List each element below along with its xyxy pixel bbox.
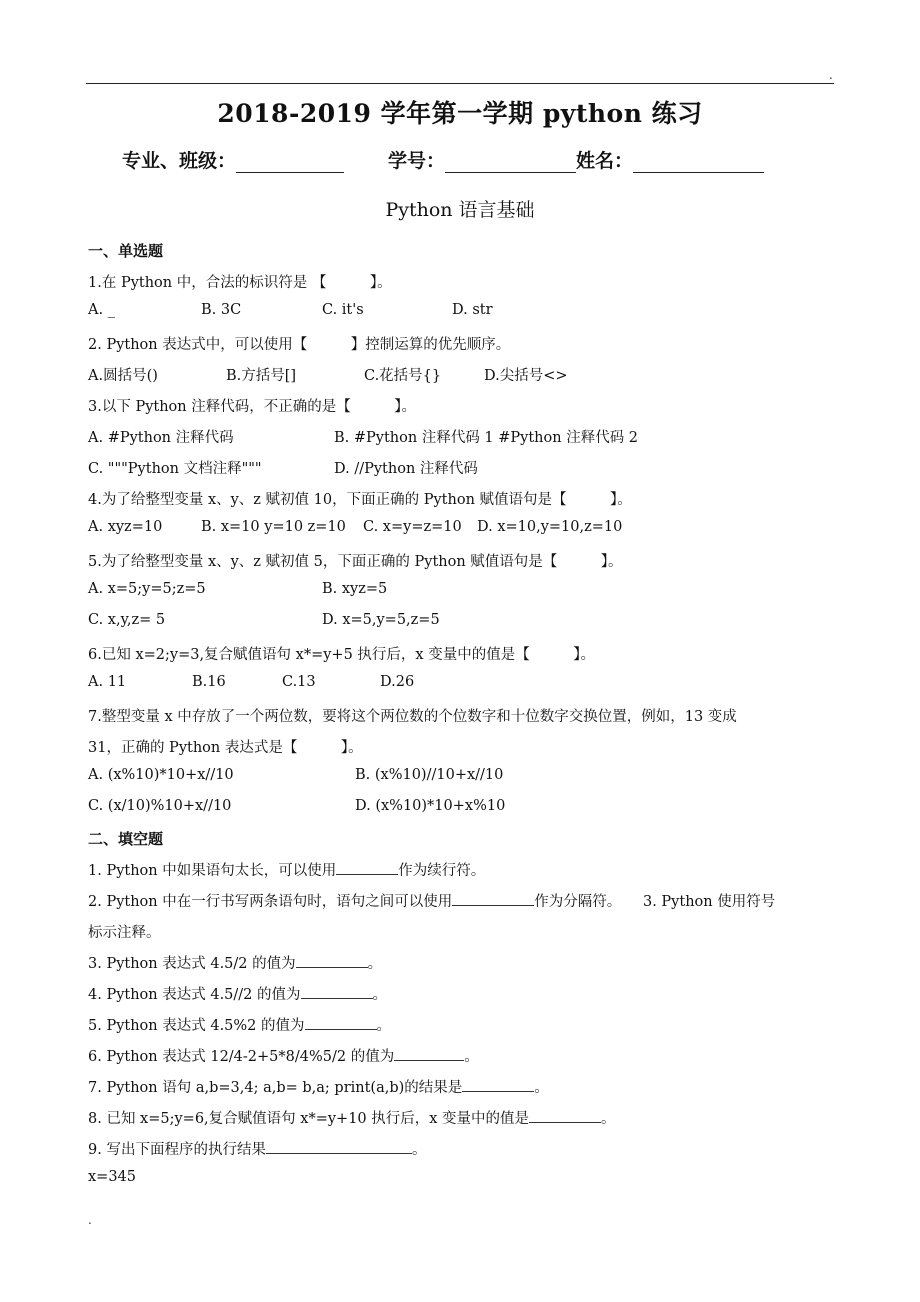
header-rule	[86, 83, 834, 84]
fill-7-tail: 。	[534, 1080, 549, 1096]
q1-option-d: D. str	[452, 302, 493, 318]
q2-option-a: A.圆括号()	[88, 368, 158, 384]
fill-2-text: 2. Python 中在一行书写两条语句时，语句之间可以使用	[88, 894, 453, 910]
fill-4-blank	[301, 984, 373, 999]
fill-9-tail: 。	[411, 1142, 427, 1158]
q5-option-c: C. x,y,z= 5	[88, 612, 166, 628]
q4-option-c: C. x=y=z=10	[363, 519, 462, 535]
q2-option-c: C.花括号{}	[364, 368, 442, 384]
major-class-blank	[236, 152, 344, 173]
question-7-line-2: 31，正确的 Python 表达式是【 】。	[88, 740, 363, 756]
fill-3-blank	[296, 953, 368, 968]
q6-option-c: C.13	[282, 674, 316, 690]
question-7-line-1: 7.整型变量 x 中存放了一个两位数，要将这个两位数的个位数字和十位数字交换位置，例如，13 变成	[88, 709, 737, 725]
question-5: 5.为了给整型变量 x、y、z 赋初值 5，下面正确的 Python 赋值语句是【 】。	[88, 554, 623, 570]
q5-option-d: D. x=5,y=5,z=5	[322, 612, 440, 628]
q5-option-a: A. x=5;y=5;z=5	[88, 581, 206, 597]
fill-1	[88, 859, 485, 880]
fill-4-text: 4. Python 表达式 4.5//2 的值为	[88, 987, 301, 1003]
fill-6-blank	[394, 1046, 464, 1061]
question-1: 1.在 Python 中，合法的标识符是 【 】。	[88, 275, 392, 291]
q6-option-b: B.16	[192, 674, 226, 690]
fill-3-tail: 。	[367, 956, 383, 972]
q6-option-d: D.26	[380, 674, 415, 690]
fill-6	[88, 1045, 479, 1066]
q5-option-b: B. xyz=5	[322, 581, 388, 597]
fill-9	[88, 1138, 426, 1159]
fill-8-blank	[529, 1108, 601, 1123]
fill-3	[88, 952, 382, 973]
major-class-label: 专业、班级：	[122, 150, 237, 172]
fill-1-tail: 作为续行符。	[398, 863, 486, 879]
name-label: 姓名：	[576, 150, 634, 172]
fill-9-blank	[266, 1139, 412, 1154]
fill-4	[88, 983, 387, 1004]
fill-9-text: 9. 写出下面程序的执行结果	[88, 1142, 266, 1158]
fill-6-text: 6. Python 表达式 12/4-2+5*8/4%5/2 的值为	[88, 1049, 395, 1065]
q1-option-b: B. 3C	[201, 302, 242, 318]
fill-4-tail: 。	[372, 987, 388, 1003]
q3-option-b: B. #Python 注释代码 1 #Python 注释代码 2	[334, 430, 639, 446]
fill-8-tail: 。	[601, 1111, 616, 1127]
question-3: 3.以下 Python 注释代码，不正确的是【 】。	[88, 399, 416, 415]
q7-option-b: B. (x%10)//10+x//10	[355, 767, 504, 783]
q7-option-d: D. (x%10)*10+x%10	[355, 798, 506, 814]
fill-5-blank	[305, 1015, 377, 1030]
name-blank	[633, 152, 764, 173]
q1-option-a: A. _	[88, 302, 115, 318]
question-2: 2. Python 表达式中，可以使用【 】控制运算的优先顺序。	[88, 337, 511, 353]
q7-option-c: C. (x/10)%10+x//10	[88, 798, 232, 814]
fill-1-text: 1. Python 中如果语句太长，可以使用	[88, 863, 337, 879]
corner-mark-bottom: .	[88, 1213, 92, 1227]
fill-6-tail: 。	[464, 1049, 479, 1065]
q4-option-a: A. xyz=10	[88, 519, 163, 535]
question-4: 4.为了给整型变量 x、y、z 赋初值 10，下面正确的 Python 赋值语句是【 】。	[88, 492, 632, 508]
fill-1-blank	[336, 860, 398, 875]
section-heading-fill: 二、填空题	[88, 830, 164, 848]
fill-5-text: 5. Python 表达式 4.5%2 的值为	[88, 1018, 305, 1034]
question-6: 6.已知 x=2;y=3,复合赋值语句 x*=y+5 执行后，x 变量中的值是【 】。	[88, 647, 595, 663]
fill-8	[88, 1107, 616, 1128]
fill-2-tail: 作为分隔符。 3. Python 使用符号	[534, 894, 776, 910]
q3-option-c: C. """Python 文档注释"""	[88, 461, 262, 477]
fill-5	[88, 1014, 391, 1035]
q2-option-d: D.尖括号<>	[484, 368, 568, 384]
code-line: x=345	[88, 1169, 137, 1185]
q1-option-c: C. it's	[322, 302, 364, 318]
fill-7-text: 7. Python 语句 a,b=3,4; a,b= b,a; print(a,b)的结果是	[88, 1080, 463, 1096]
corner-mark-top: .	[829, 68, 833, 82]
q7-option-a: A. (x%10)*10+x//10	[88, 767, 234, 783]
fill-2-blank	[452, 891, 534, 906]
fill-7-blank	[462, 1077, 534, 1092]
section-subtitle: Python 语言基础	[385, 199, 535, 221]
section-heading-choice: 一、单选题	[88, 242, 164, 260]
student-id-blank	[445, 152, 576, 173]
student-id-label: 学号：	[388, 150, 446, 172]
q3-option-a: A. #Python 注释代码	[88, 430, 234, 446]
fill-3-text: 3. Python 表达式 4.5/2 的值为	[88, 956, 296, 972]
fill-7	[88, 1076, 549, 1097]
q2-option-b: B.方括号[]	[226, 368, 297, 384]
fill-2-line-2: 标示注释。	[88, 925, 161, 941]
q6-option-a: A. 11	[88, 674, 127, 690]
fill-8-text: 8. 已知 x=5;y=6,复合赋值语句 x*=y+10 执行后，x 变量中的值是	[88, 1111, 530, 1127]
fill-5-tail: 。	[376, 1018, 392, 1034]
page-title: 2018-2019 学年第一学期 python 练习	[217, 99, 703, 128]
student-info-row	[122, 146, 764, 173]
fill-2	[88, 890, 775, 911]
q4-option-b: B. x=10 y=10 z=10	[201, 519, 346, 535]
q4-option-d: D. x=10,y=10,z=10	[477, 519, 623, 535]
q3-option-d: D. //Python 注释代码	[334, 461, 478, 477]
